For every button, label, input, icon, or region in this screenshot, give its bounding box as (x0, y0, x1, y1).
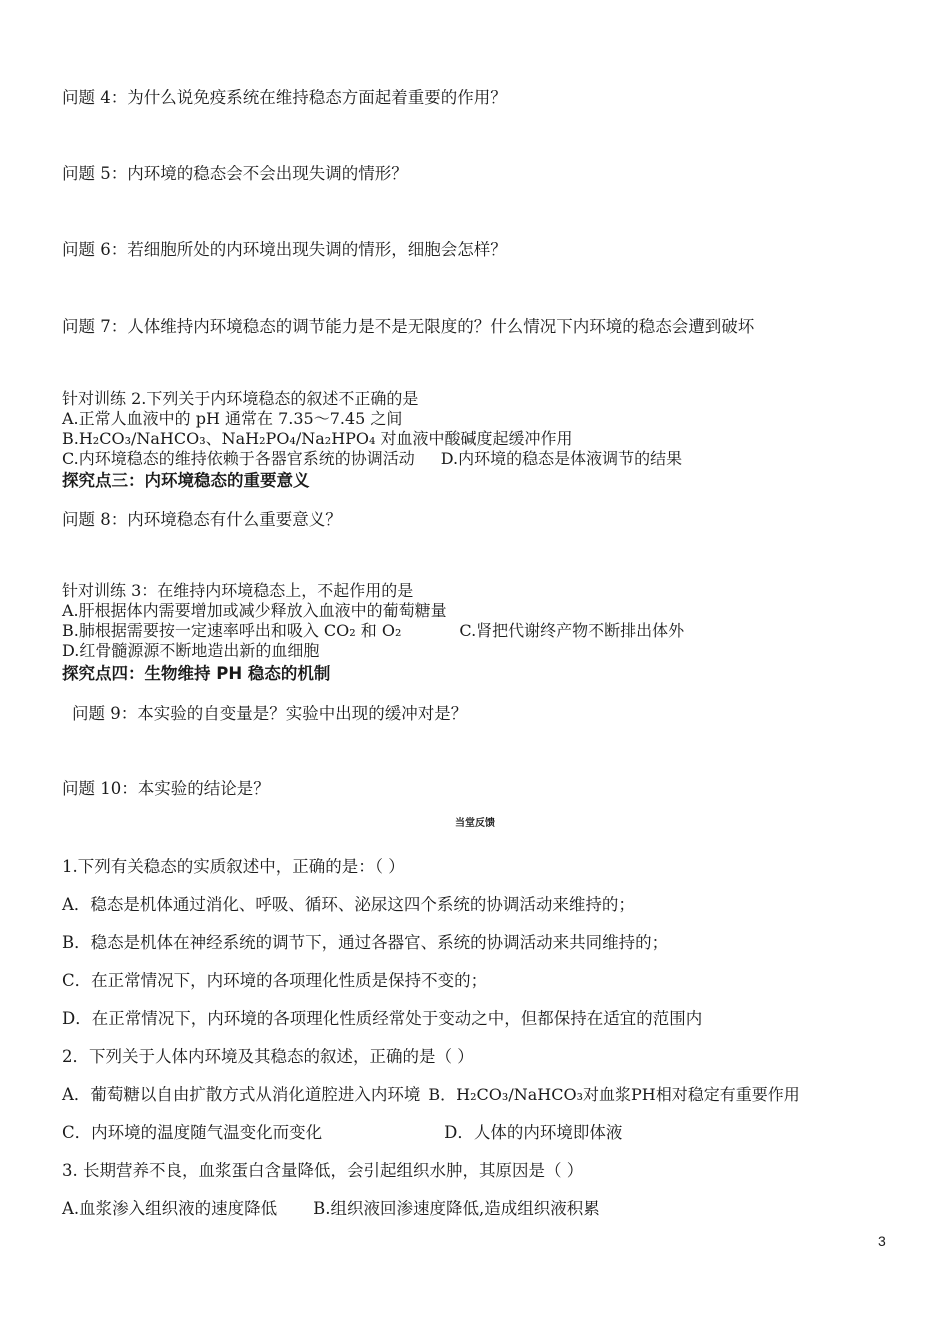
feedback-q3-options-ab (62, 1199, 600, 1219)
feedback-q1-option-b: B．稳态是机体在神经系统的调节下，通过各器官、系统的协调活动来共同维持的； (62, 933, 669, 952)
training-3-option-b: B.肺根据需要按一定速率呼出和吸入 CO₂ 和 O₂ (62, 621, 402, 640)
feedback-q1-option-a: A．稳态是机体通过消化、呼吸、循环、泌尿这四个系统的协调活动来维持的； (62, 895, 635, 914)
feedback-q2-option-b: B．H₂CO₃/NaHCO₃对血浆PH相对稳定有重要作用 (428, 1085, 800, 1104)
feedback-q2-option-d: D．人体的内环境即体液 (444, 1123, 623, 1142)
training-2-option-d: D.内环境的稳态是体液调节的结果 (440, 449, 683, 468)
training-3-options-bc (62, 621, 684, 640)
question-10: 问题 10：本实验的结论是？ (62, 779, 270, 798)
training-2-option-b: B.H₂CO₃/NaHCO₃、NaH₂PO₄/Na₂HPO₄ 对血液中酸碱度起缓冲作用 (62, 429, 573, 448)
training-3-option-c: C.肾把代谢终产物不断排出体外 (459, 621, 685, 640)
feedback-q2-option-a: A．葡萄糖以自由扩散方式从消化道腔进入内环境 (62, 1085, 421, 1104)
question-7: 问题 7：人体维持内环境稳态的调节能力是不是无限度的？什么情况下内环境的稳态会遭到破坏 (62, 317, 755, 336)
training-3-option-d: D.红骨髓源源不断地造出新的血细胞 (62, 641, 320, 660)
page-number: 3 (878, 1233, 886, 1249)
training-3-option-a: A.肝根据体内需要增加或减少释放入血液中的葡萄糖量 (62, 601, 447, 620)
feedback-q1-option-c: C．在正常情况下，内环境的各项理化性质是保持不变的； (62, 971, 488, 990)
training-3-stem: 针对训练 3：在维持内环境稳态上，不起作用的是 (62, 581, 414, 600)
feedback-q2-options-ab (62, 1085, 800, 1105)
feedback-q3: 3. 长期营养不良，血浆蛋白含量降低，会引起组织水肿，其原因是（ ） (62, 1161, 584, 1180)
feedback-q2-option-c: C．内环境的温度随气温变化而变化 (62, 1123, 323, 1142)
feedback-q2: 2．下列关于人体内环境及其稳态的叙述，正确的是（ ） (62, 1047, 474, 1066)
training-2-option-a: A.正常人血液中的 pH 通常在 7.35～7.45 之间 (62, 409, 403, 428)
feedback-q1-option-d: D．在正常情况下，内环境的各项理化性质经常处于变动之中，但都保持在适宜的范围内 (62, 1009, 703, 1028)
feedback-q3-option-a: A.血浆渗入组织液的速度降低 (62, 1199, 278, 1218)
training-2-stem: 针对训练 2.下列关于内环境稳态的叙述不正确的是 (62, 389, 419, 408)
feedback-title: 当堂反馈 (455, 818, 495, 829)
section-4-title: 探究点四：生物维持 PH 稳态的机制 (62, 664, 331, 683)
section-3-title: 探究点三：内环境稳态的重要意义 (62, 471, 310, 490)
feedback-q1: 1.下列有关稳态的实质叙述中，正确的是：（ ） (62, 857, 405, 876)
question-6: 问题 6：若细胞所处的内环境出现失调的情形，细胞会怎样？ (62, 240, 507, 259)
question-5: 问题 5：内环境的稳态会不会出现失调的情形？ (62, 164, 408, 183)
training-2-options-cd (62, 449, 682, 468)
question-8: 问题 8：内环境稳态有什么重要意义？ (62, 510, 342, 529)
feedback-q2-options-cd (62, 1123, 622, 1143)
question-4: 问题 4：为什么说免疫系统在维持稳态方面起着重要的作用？ (62, 88, 507, 107)
question-9: 问题 9：本实验的自变量是？实验中出现的缓冲对是？ (72, 704, 468, 723)
feedback-q3-option-b: B.组织液回渗速度降低,造成组织液积累 (313, 1199, 600, 1218)
training-2-option-c: C.内环境稳态的维持依赖于各器官系统的协调活动 (62, 449, 415, 468)
